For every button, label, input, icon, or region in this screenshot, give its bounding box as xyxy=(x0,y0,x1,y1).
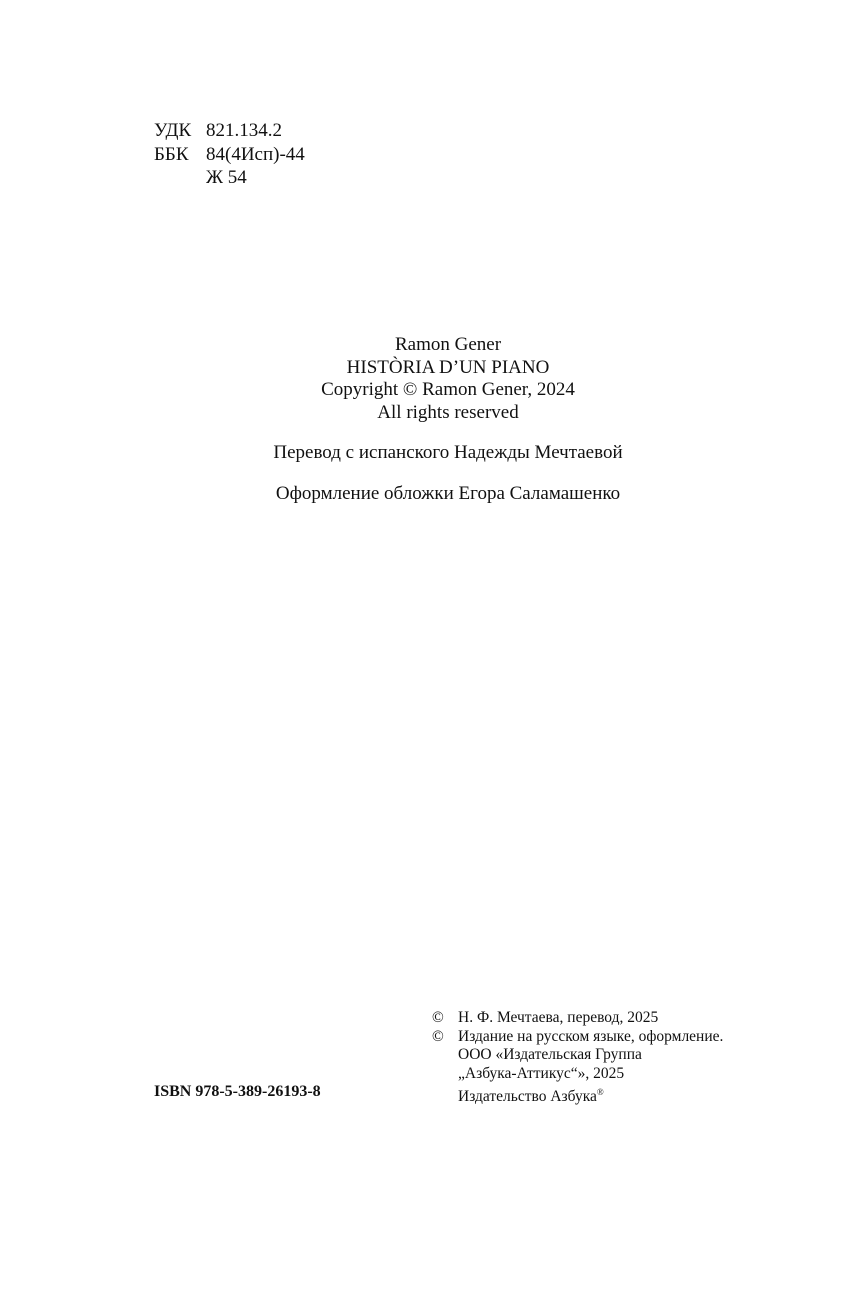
copyright-mark xyxy=(432,1083,458,1107)
bbk-label: ББК xyxy=(154,143,189,165)
rights-reserved: All rights reserved xyxy=(377,401,519,423)
udk-row xyxy=(154,119,305,143)
registered-mark: ® xyxy=(596,1087,604,1098)
isbn: ISBN 978-5-389-26193-8 xyxy=(154,1083,321,1100)
author-mark-row xyxy=(154,166,305,190)
rights-notice xyxy=(432,1083,723,1107)
rights-notice-text: „Азбука-Аттикус“», 2025 xyxy=(458,1064,625,1082)
original-title: HISTÒRIA D’UN PIANO xyxy=(346,356,550,378)
copyright-mark: © xyxy=(432,1027,444,1045)
copyright-mark xyxy=(432,1046,458,1065)
translation-credit: Перевод с испанского Надежды Мечтаевой xyxy=(273,442,623,463)
udk-label: УДК xyxy=(154,120,192,141)
author-mark-value: Ж 54 xyxy=(206,167,247,188)
original-copyright: Copyright © Ramon Gener, 2024 xyxy=(321,379,575,400)
publisher-name xyxy=(458,1083,604,1107)
rights-notice xyxy=(432,1046,723,1065)
rights-notice-text: Издание на русском языке, оформление. xyxy=(458,1027,724,1045)
classification-codes xyxy=(154,119,305,190)
author-mark-label xyxy=(154,166,206,190)
rights-notice xyxy=(432,1065,723,1084)
udk-value: 821.134.2 xyxy=(206,120,282,141)
original-author: Ramon Gener xyxy=(394,334,502,355)
rights-notice xyxy=(432,1028,723,1047)
rights-notice-text: Издательство Азбука xyxy=(458,1088,597,1106)
copyright-mark xyxy=(432,1065,458,1084)
rights-notice xyxy=(432,1009,723,1028)
rights-notice-text: Н. Ф. Мечтаева, перевод, 2025 xyxy=(458,1009,659,1026)
copyright-mark: © xyxy=(432,1009,444,1026)
bbk-value: 84(4Исп)-44 xyxy=(206,143,305,165)
rights-notices xyxy=(432,1009,723,1107)
original-edition-block xyxy=(0,334,856,424)
rights-notice-text: ООО «Издательская Группа xyxy=(458,1046,642,1064)
bbk-row xyxy=(154,143,305,167)
cover-design-credit: Оформление обложки Егора Саламашенко xyxy=(275,483,621,504)
